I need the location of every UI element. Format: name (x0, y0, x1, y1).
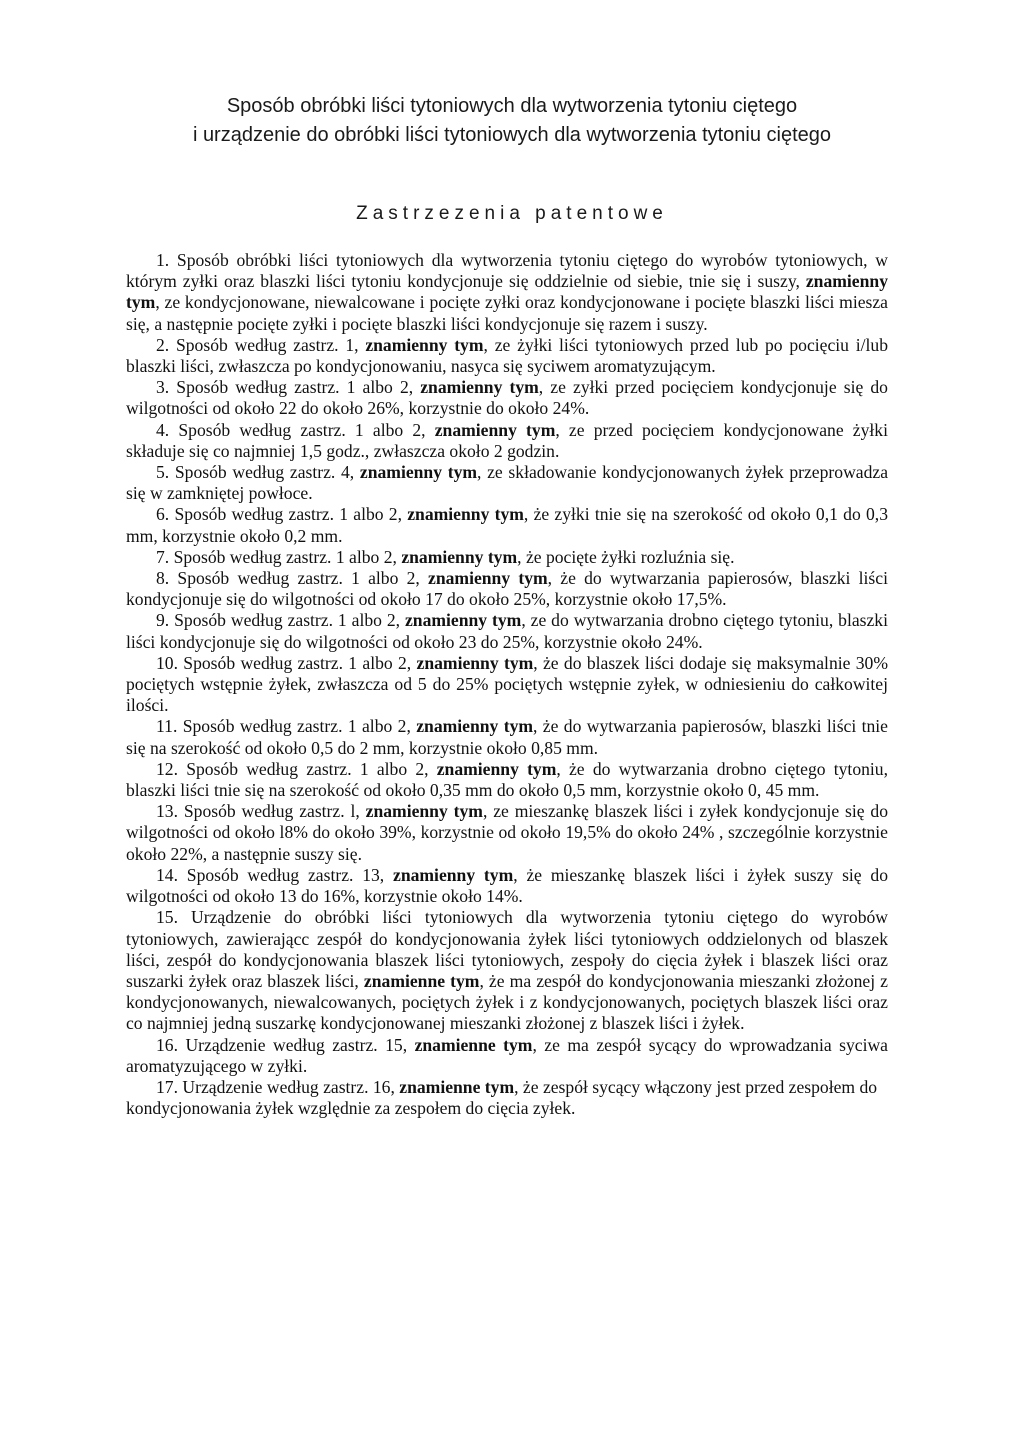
claim-17 (126, 1077, 888, 1119)
section-heading: Zastrzezenia patentowe (356, 203, 668, 224)
claim-text: 4. Sposób według zastrz. 1 albo 2, (156, 419, 435, 440)
claim-10 (126, 653, 888, 717)
claim-text: 7. Sposób według zastrz. 1 albo 2, (156, 546, 402, 567)
claim-5 (126, 462, 888, 504)
claim-text: 15. Urządzenie do obróbki liści tytoniowych dla wytworzenia tytoniu ciętego do wyrobów tytoniowych, zawierającc zespół do kondycjonowania żyłek liści tytoniowych oddzielonych od blaszek liści, zespół do kondycjonowania blaszek liści tytoniowych, zespoły do cięcia żyłek i blaszek liści oraz suszarki żyłek oraz blaszek liści, (126, 907, 888, 991)
claim-11 (126, 716, 888, 758)
claim-12 (126, 759, 888, 801)
claim-text: 3. Sposób według zastrz. 1 albo 2, (156, 377, 421, 398)
claim-keyword: znamienny tym (393, 864, 514, 885)
claim-text: , ze do wytwarzania drobno ciętego tytoniu, blaszki liści kondycjonuje się do wilgotności od około 23 do 25%, korzystnie około 24%. (126, 610, 888, 652)
document-title (0, 92, 1024, 150)
claim-2 (126, 335, 888, 377)
claim-7 (126, 547, 888, 568)
claim-text: , ze mieszankę blaszek liści i zyłek kondycjonuje się do wilgotności od około l8% do około 39%, korzystnie od około 19,5% do około 24% , szczególnie korzystnie około 22%, a następnie suszy się. (126, 801, 888, 864)
claim-keyword: znamienne tym (363, 970, 480, 991)
claim-3 (126, 377, 888, 419)
claim-text: , ze przed pocięciem kondycjonowane żyłki składuje się co najmniej 1,5 godz., zwłaszcza około 2 godzin. (126, 419, 888, 461)
claim-text: , ze ma zespół sycący do wprowadzania syciwa aromatyzującego w zyłki. (126, 1034, 888, 1076)
claim-text: 12. Sposób według zastrz. 1 albo 2, (156, 758, 437, 779)
claim-text: , ze zyłki przed pocięciem kondycjonuje się do wilgotności od około 22 do około 26%, korzystnie do około 24%. (126, 377, 888, 419)
claim-1 (126, 250, 888, 335)
title-line-1: Sposób obróbki liści tytoniowych dla wytworzenia tytoniu ciętego (226, 95, 798, 117)
claim-8 (126, 568, 888, 610)
claim-keyword: znamienny tym (359, 462, 478, 483)
claim-keyword: znamienny tym (365, 334, 484, 355)
claim-keyword: znamienny tym (407, 504, 524, 525)
claim-4 (126, 420, 888, 462)
claim-text: , ze żyłki liści tytoniowych przed lub po pocięciu i/lub blaszki liści, zwłaszcza po kondycjonowaniu, nasyca się syciwem aromatyzującym. (126, 334, 888, 377)
claims-list (126, 250, 888, 1119)
claim-text: , że do wytwarzania papierosów, blaszki liści tnie się na szerokość od około 0,5 do 2 mm, korzystnie około 0,85 mm. (126, 716, 888, 758)
claim-text: , że do blaszek liści dodaje się maksymalnie 30% pociętych wstępnie żyłek, zwłaszcza od 5 do 25% pociętych wstępnie zyłek, w odniesieniu do całkowitej ilości. (126, 652, 888, 716)
claim-text: 16. Urządzenie według zastrz. 15, (156, 1034, 415, 1055)
claim-text: , że do wytwarzania drobno ciętego tytoniu, blaszki liści tnie się na szerokość od około 0,35 mm do około 0,5 mm, korzystnie około 0, 45 mm. (126, 758, 888, 801)
claim-keyword: znamienny tym (404, 610, 522, 631)
claim-keyword: znamienne tym (399, 1076, 515, 1097)
claim-text: 8. Sposób według zastrz. 1 albo 2, (156, 568, 429, 589)
claim-text: 13. Sposób według zastrz. l, (156, 801, 366, 822)
claim-text: , że pocięte żyłki rozluźnia się. (517, 546, 735, 567)
claim-text: 14. Sposób według zastrz. 13, (156, 864, 394, 885)
claim-text: 6. Sposób według zastrz. 1 albo 2, (156, 504, 408, 525)
claim-text: 10. Sposób według zastrz. 1 albo 2, (156, 652, 417, 673)
claim-15 (126, 907, 888, 1034)
claim-text: , że zespół sycący włączony jest przed zespołem do kondycjonowania żyłek względnie za zespołem do cięcia zyłek. (126, 1076, 878, 1119)
claim-keyword: znamienny tym (420, 377, 539, 398)
claim-text: , że ma zespół do kondycjonowania mieszanki złożonej z kondycjonowanych, niewalcowanych, pociętych żyłek i z kondycjonowanych, pociętych blaszek liści oraz co najmniej jedną suszarkę kondycjonowanej mieszanki złożonej z blaszek liści i żyłek. (126, 970, 888, 1034)
claim-text: , ze składowanie kondycjonowanych żyłek przeprowadza się w zamkniętej powłoce. (126, 462, 889, 504)
title-line-2: i urządzenie do obróbki liści tytoniowych dla wytworzenia tytoniu ciętego (192, 124, 832, 146)
claim-text: , że mieszankę blaszek liści i żyłek suszy się do wilgotności od około 13 do 16%, korzystnie około 14%. (126, 864, 888, 907)
claim-text: 17. Urządzenie według zastrz. 16, (156, 1076, 400, 1097)
claim-keyword: znamienny tym (365, 801, 483, 822)
claim-text: 5. Sposób według zastrz. 4, (156, 462, 360, 483)
claim-keyword: znamienny tym (416, 716, 534, 737)
claim-keyword: znamienny tym (428, 568, 548, 589)
claim-text: , że zyłki tnie się na szerokość od około 0,1 do 0,3 mm, korzystnie około 0,2 mm. (126, 504, 888, 546)
claim-keyword: znamienne tym (414, 1034, 533, 1055)
claim-9 (126, 610, 888, 652)
claim-6 (126, 504, 888, 546)
claim-text: 11. Sposób według zastrz. 1 albo 2, (156, 716, 417, 737)
claim-text: , ze kondycjonowane, niewalcowane i pocięte zyłki oraz kondycjonowane i pocięte blaszki liści miesza się, a następnie pocięte zyłki i pocięte blaszki liści kondycjonuje się razem i suszy. (126, 292, 888, 334)
claim-14 (126, 865, 888, 907)
claim-keyword: znamienny tym (416, 652, 534, 673)
claim-keyword: znamienny tym (436, 758, 557, 779)
claim-text: 9. Sposób według zastrz. 1 albo 2, (156, 610, 405, 631)
claim-16 (126, 1035, 888, 1077)
claim-keyword: znamienny tym (434, 419, 556, 440)
claim-keyword: znamienny tym (126, 271, 888, 313)
claim-text: 2. Sposób według zastrz. 1, (156, 334, 366, 355)
claim-keyword: znamienny tym (401, 546, 518, 567)
claim-13 (126, 801, 888, 865)
claim-text: 1. Sposób obróbki liści tytoniowych dla wytworzenia tytoniu ciętego do wyrobów tytoniowych, w którym zyłki oraz blaszki liści tytoniu kondycjonuje się oddzielnie od siebie, tnie się i suszy, (126, 250, 888, 292)
claim-text: , że do wytwarzania papierosów, blaszki liści kondycjonuje się do wilgotności od około 17 do około 25%, korzystnie około 17,5%. (126, 568, 888, 610)
